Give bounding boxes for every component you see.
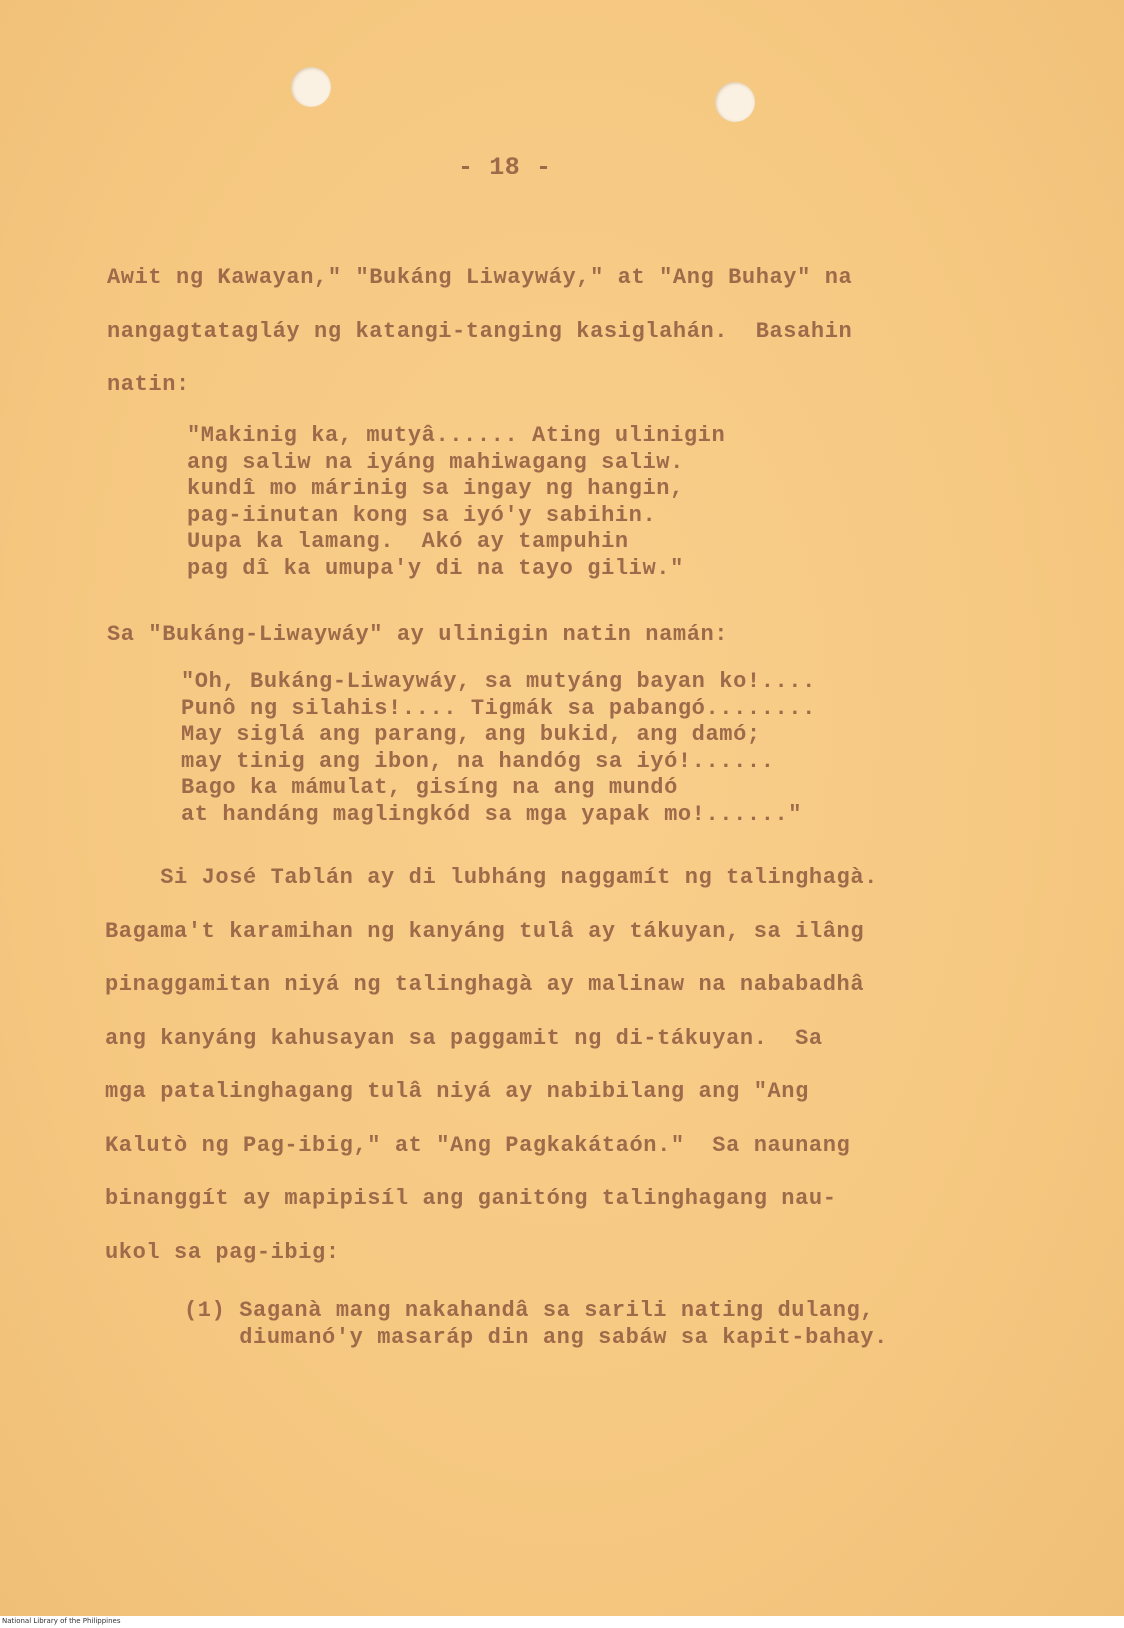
- poem-excerpt-bukang-liwayway: "Oh, Bukáng-Liwaywáy, sa mutyáng bayan ko!.... Punô ng silahis!.... Tigmák sa pabangó........ May siglá ang parang, ang bukid, ang damó; may tinig ang ibon, na handóg sa iyó!...... Bago ka mámulat, gisíng na ang mundó at handáng maglingkód sa mga yapak mo!......": [181, 669, 816, 827]
- punch-hole-right: [715, 82, 755, 122]
- punch-hole-left: [291, 67, 331, 107]
- lead-in-line: Sa "Bukáng-Liwaywáy" ay ulinigin natin namán:: [107, 622, 729, 647]
- footer-credit: National Library of the Philippines: [2, 1617, 121, 1625]
- example-item-1: (1) Saganà mang nakahandâ sa sarili nating dulang, diumanó'y masaráp din ang sabáw sa kapit-bahay.: [184, 1298, 888, 1350]
- page-number: - 18 -: [458, 153, 552, 182]
- poem-excerpt-awit-ng-kawayan: "Makinig ka, mutyâ...... Ating ulinigin ang saliw na iyáng mahiwagang saliw. kundî mo márinig sa ingay ng hangin, pag-iinutan kong sa iyó'y sabihin. Uupa ka lamang. Akó ay tampuhin pag dî ka umupa'y di na tayo giliw.": [187, 423, 726, 581]
- paragraph-talinghaga: Si José Tablán ay di lubháng naggamít ng talinghagà. Bagama't karamihan ng kanyáng tulâ ay tákuyan, sa ilâng pinaggamitan niyá ng talinghagà ay malinaw na nababadhâ ang kanyáng kahusayan sa paggamit ng di-tákuyan. Sa mga patalinghagang tulâ niyá ay nabibilang ang "Ang Kalutò ng Pag-ibig," at "Ang Pagkakátaón." Sa naunang binanggít ay mapipisíl ang ganitóng talinghagang nau- ukol sa pag-ibig:: [105, 865, 878, 1265]
- paragraph-intro: Awit ng Kawayan," "Bukáng Liwaywáy," at "Ang Buhay" na nangagtatagláy ng katangi-tanging kasiglahán. Basahin natin:: [107, 265, 853, 397]
